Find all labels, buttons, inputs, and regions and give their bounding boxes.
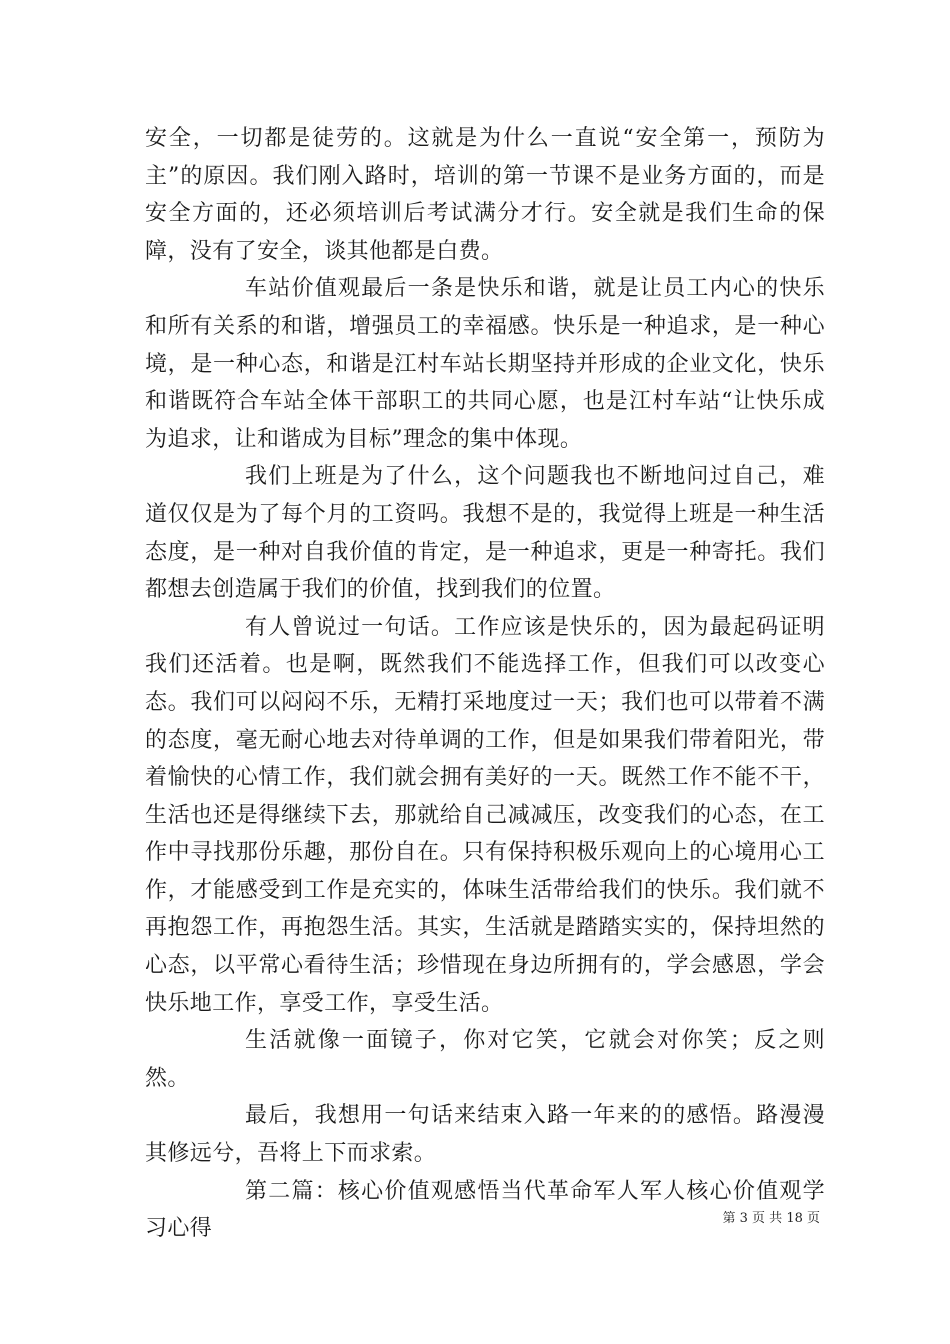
page-number-footer: 第 3 页 共 18 页 xyxy=(722,1211,820,1226)
paragraph-5: 生活就像一面镜子，你对它笑，它就会对你笑；反之则然。 xyxy=(145,1028,825,1091)
paragraph-6: 最后，我想用一句话来结束入路一年来的的感悟。路漫漫其修远兮，吾将上下而求索。 xyxy=(145,1103,825,1167)
paragraph-3: 我们上班是为了什么，这个问题我也不断地问过自己，难道仅仅是为了每个月的工资吗。我想不是的，我觉得上班是一种生活态度，是一种对自我价值的肯定，是一种追求，更是一种寄托。我们都想去创造属于我们的价值，找到我们的位置。 xyxy=(145,464,825,603)
document-body xyxy=(145,120,825,1248)
paragraph-2: 车站价值观最后一条是快乐和谐，就是让员工内心的快乐和所有关系的和谐，增强员工的幸福感。快乐是一种追求，是一种心境，是一种心态，和谐是江村车站长期坚持并形成的企业文化，快乐和谐既符合车站全体干部职工的共同心愿，也是江村车站“让快乐成为追求，让和谐成为目标”理念的集中体现。 xyxy=(145,276,825,452)
paragraph-4: 有人曾说过一句话。工作应该是快乐的，因为最起码证明我们还活着。也是啊，既然我们不能选择工作，但我们可以改变心态。我们可以闷闷不乐，无精打采地度过一天；我们也可以带着不满的态度，毫无耐心地去对待单调的工作，但是如果我们带着阳光，带着愉快的心情工作，我们就会拥有美好的一天。既然工作不能不干，生活也还是得继续下去，那就给自己减减压，改变我们的心态，在工作中寻找那份乐趣，那份自在。只有保持积极乐观向上的心境用心工作，才能感受到工作是充实的，体味生活带给我们的快乐。我们就不再抱怨工作，再抱怨生活。其实，生活就是踏踏实实的，保持坦然的心态，以平常心看待生活；珍惜现在身边所拥有的，学会感恩，学会快乐地工作，享受工作，享受生活。 xyxy=(145,614,825,1016)
paragraph-1: 安全，一切都是徒劳的。这就是为什么一直说“安全第一，预防为主”的原因。我们刚入路时，培训的第一节课不是业务方面的，而是安全方面的，还必须培训后考试满分才行。安全就是我们生命的保障，没有了安全，谈其他都是白费。 xyxy=(145,126,825,264)
section-heading: 第二篇：核心价值观感悟当代革命军人军人核心价值观学习心得 xyxy=(145,1178,825,1242)
